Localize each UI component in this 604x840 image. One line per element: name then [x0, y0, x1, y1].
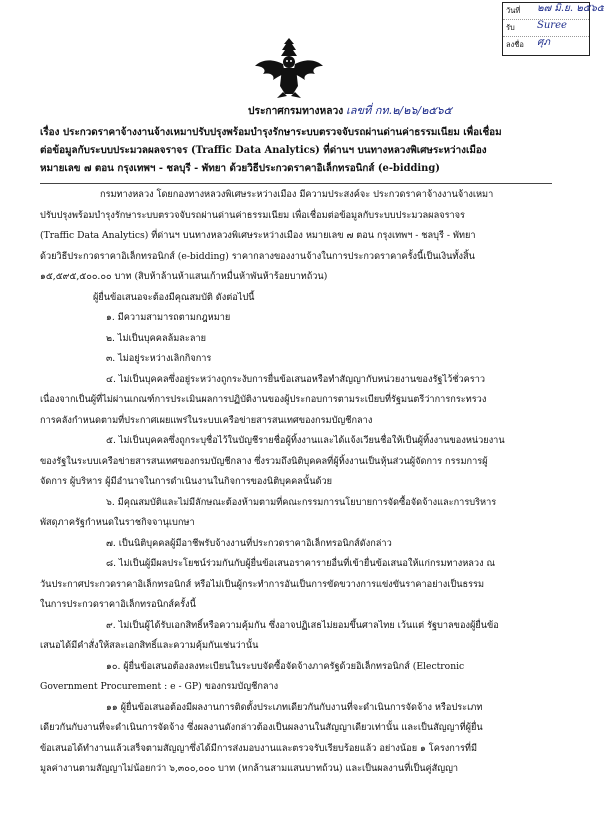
qualification-line: ของรัฐในระบบเครือข่ายสารสนเทศของกรมบัญชีกลาง ซึ่งรวมถึงนิติบุคคลที่ผู้ทิ้งงานเป็นหุ้นส่วนผู้จัดการ กรรมการผู้	[40, 455, 488, 467]
qualification-line: ในการประกวดราคาอิเล็กทรอนิกส์ครั้งนี้	[40, 599, 196, 610]
qualification-item: ๗. เป็นนิติบุคคลผู้มีอาชีพรับจ้างงานที่ประกวดราคาอิเล็กทรอนิกส์ดังกล่าว	[106, 537, 392, 549]
qualification-line: พัสดุภาครัฐกำหนดในราชกิจจานุเบกษา	[40, 517, 195, 528]
subject-block	[40, 124, 560, 178]
header-divider	[40, 183, 552, 184]
qualification-item: ๑๑ ผู้ยื่นข้อเสนอต้องมีผลงานการติดตั้งประเภทเดียวกันกับงานที่จะดำเนินการจัดจ้าง หรือประเภท	[106, 701, 483, 713]
qualification-item: ๓. ไม่อยู่ระหว่างเลิกกิจการ	[106, 353, 212, 364]
intro-line: ๑๕,๕๙๕,๕๐๐.๐๐ บาท (สิบห้าล้านห้าแสนเก้าหมื่นห้าพันห้าร้อยบาทถ้วน)	[40, 271, 328, 282]
qualification-item: ๘. ไม่เป็นผู้มีผลประโยชน์ร่วมกันกับผู้ยื่นข้อเสนอราคารายอื่นที่เข้ายื่นข้อเสนอให้แก่กรมทางหลวง ณ	[106, 558, 496, 569]
qualification-line: วันประกาศประกวดราคาอิเล็กทรอนิกส์ หรือไม่เป็นผู้กระทำการอันเป็นการขัดขวางการแข่งขันราคาอย่างเป็นธรรม	[40, 578, 485, 590]
qualification-item: ๔. ไม่เป็นบุคคลซึ่งอยู่ระหว่างถูกระงับการยื่นข้อเสนอหรือทำสัญญากับหน่วยงานของรัฐไว้ชั่วคราว	[106, 373, 486, 385]
qualification-item: ๖. มีคุณสมบัติและไม่มีลักษณะต้องห้ามตามที่คณะกรรมการนโยบายการจัดซื้อจัดจ้างและการบริหาร	[106, 496, 497, 508]
qualification-line: เนื่องจากเป็นผู้ที่ไม่ผ่านเกณฑ์การประเมินผลการปฏิบัติงานของผู้ประกอบการตามระเบียบที่รัฐมนตรีว่าการกระทรวง	[40, 394, 487, 405]
qualification-line: ข้อเสนอได้ทำงานแล้วเสร็จตามสัญญาซึ่งได้มีการส่งมอบงานและตรวจรับเรียบร้อยแล้ว อย่างน้อย ๑ โครงการที่มี	[40, 742, 478, 754]
qualification-line: มูลค่างานตามสัญญาไม่น้อยกว่า ๖,๓๐๐,๐๐๐ บาท (หกล้านสามแสนบาทถ้วน) และเป็นผลงานที่เป็นคู่สัญญา	[40, 763, 459, 774]
stamp-date-value: ๒๗ มิ.ย. ๒๕๖๕	[537, 3, 604, 14]
announcement-number: เลขที่ กท.๒/๒๖/๒๕๖๕	[346, 104, 452, 117]
subject-line: เรื่อง ประกวดราคาจ้างงานจ้างเหมาปรับปรุงพร้อมบำรุงรักษาระบบตรวจจับรถผ่านด่านค่าธรรมเนียม เพื่อเชื่อม	[40, 127, 502, 138]
qualification-item: ๙. ไม่เป็นผู้ได้รับเอกสิทธิ์หรือความคุ้มกัน ซึ่งอาจปฏิเสธไม่ยอมขึ้นศาลไทย เว้นแต่ รัฐบาลของผู้ยื่นข้อ	[106, 619, 499, 631]
intro-line: ด้วยวิธีประกวดราคาอิเล็กทรอนิกส์ (e-bidding) ราคากลางของงานจ้างในการประกวดราคาครั้งนี้เป็นเงินทั้งสิ้น	[40, 250, 475, 262]
qualification-line: เสนอได้มีคำสั่งให้สละเอกสิทธิ์และความคุ้มกันเช่นว่านั้น	[40, 640, 259, 651]
stamp-signature-label: ลงชื่อ	[506, 40, 524, 49]
qualification-item: ๒. ไม่เป็นบุคคลล้มละลาย	[106, 332, 207, 344]
qualification-line: การคลังกำหนดตามที่ประกาศเผยแพร่ในระบบเครือข่ายสารสนเทศของกรมบัญชีกลาง	[40, 414, 373, 426]
qualification-item: ๕. ไม่เป็นบุคคลซึ่งถูกระบุชื่อไว้ในบัญชีรายชื่อผู้ทิ้งงานและได้แจ้งเวียนชื่อให้เป็นผู้ทิ้งงานของหน่วยงาน	[106, 435, 505, 446]
intro-line: กรมทางหลวง โดยกองทางหลวงพิเศษระหว่างเมือง มีความประสงค์จะ ประกวดราคาจ้างงานจ้างเหมา	[100, 189, 494, 200]
stamp-received-value: Suree	[537, 20, 567, 31]
received-stamp	[502, 2, 604, 56]
qualification-heading: ผู้ยื่นข้อเสนอจะต้องมีคุณสมบัติ ดังต่อไปนี้	[93, 291, 255, 303]
stamp-received-label: รับ	[506, 23, 515, 32]
qualification-line: จัดการ ผู้บริหาร ผู้มีอำนาจในการดำเนินงานในกิจการของนิติบุคคลนั้นด้วย	[40, 476, 332, 487]
intro-line: (Traffic Data Analytics) ที่ด่านฯ บนทางหลวงพิเศษระหว่างเมือง หมายเลข ๗ ตอน กรุงเทพฯ - ชลบุรี - พัทยา	[40, 230, 476, 241]
qualification-item: ๑. มีความสามารถตามกฎหมาย	[106, 312, 231, 323]
stamp-signature-value: ศุภ	[537, 37, 550, 48]
qualification-line: เดียวกันกับงานที่จะดำเนินการจัดจ้าง ซึ่งผลงานดังกล่าวต้องเป็นผลงานในสัญญาเดียวเท่านั้น และเป็นสัญญาที่ผู้ยื่น	[40, 722, 483, 733]
announcement-body	[40, 185, 560, 780]
qualification-line: Government Procurement : e - GP) ของกรมบัญชีกลาง	[40, 681, 279, 692]
stamp-date-row	[503, 3, 604, 20]
stamp-received-row	[503, 20, 589, 37]
garuda-emblem-icon	[253, 34, 325, 100]
intro-line: ปรับปรุงพร้อมบำรุงรักษาระบบตรวจจับรถผ่านด่านค่าธรรมเนียม เพื่อเชื่อมต่อข้อมูลกับระบบประมวลผลจราจร	[40, 209, 465, 221]
subject-line: หมายเลข ๗ ตอน กรุงเทพฯ - ชลบุรี - พัทยา ด้วยวิธีประกวดราคาอิเล็กทรอนิกส์ (e-bidding)	[40, 163, 440, 174]
stamp-signature-row	[503, 37, 589, 53]
announcement-title: ประกาศกรมทางหลวง	[248, 105, 344, 117]
subject-line: ต่อข้อมูลกับระบบประมวลผลจราจร (Traffic Data Analytics) ที่ด่านฯ บนทางหลวงพิเศษระหว่างเมือง	[40, 145, 487, 156]
qualification-item: ๑๐. ผู้ยื่นข้อเสนอต้องลงทะเบียนในระบบจัดซื้อจัดจ้างภาครัฐด้วยอิเล็กทรอนิกส์ (Electronic	[106, 660, 465, 672]
stamp-date-label: วันที่	[506, 6, 521, 15]
